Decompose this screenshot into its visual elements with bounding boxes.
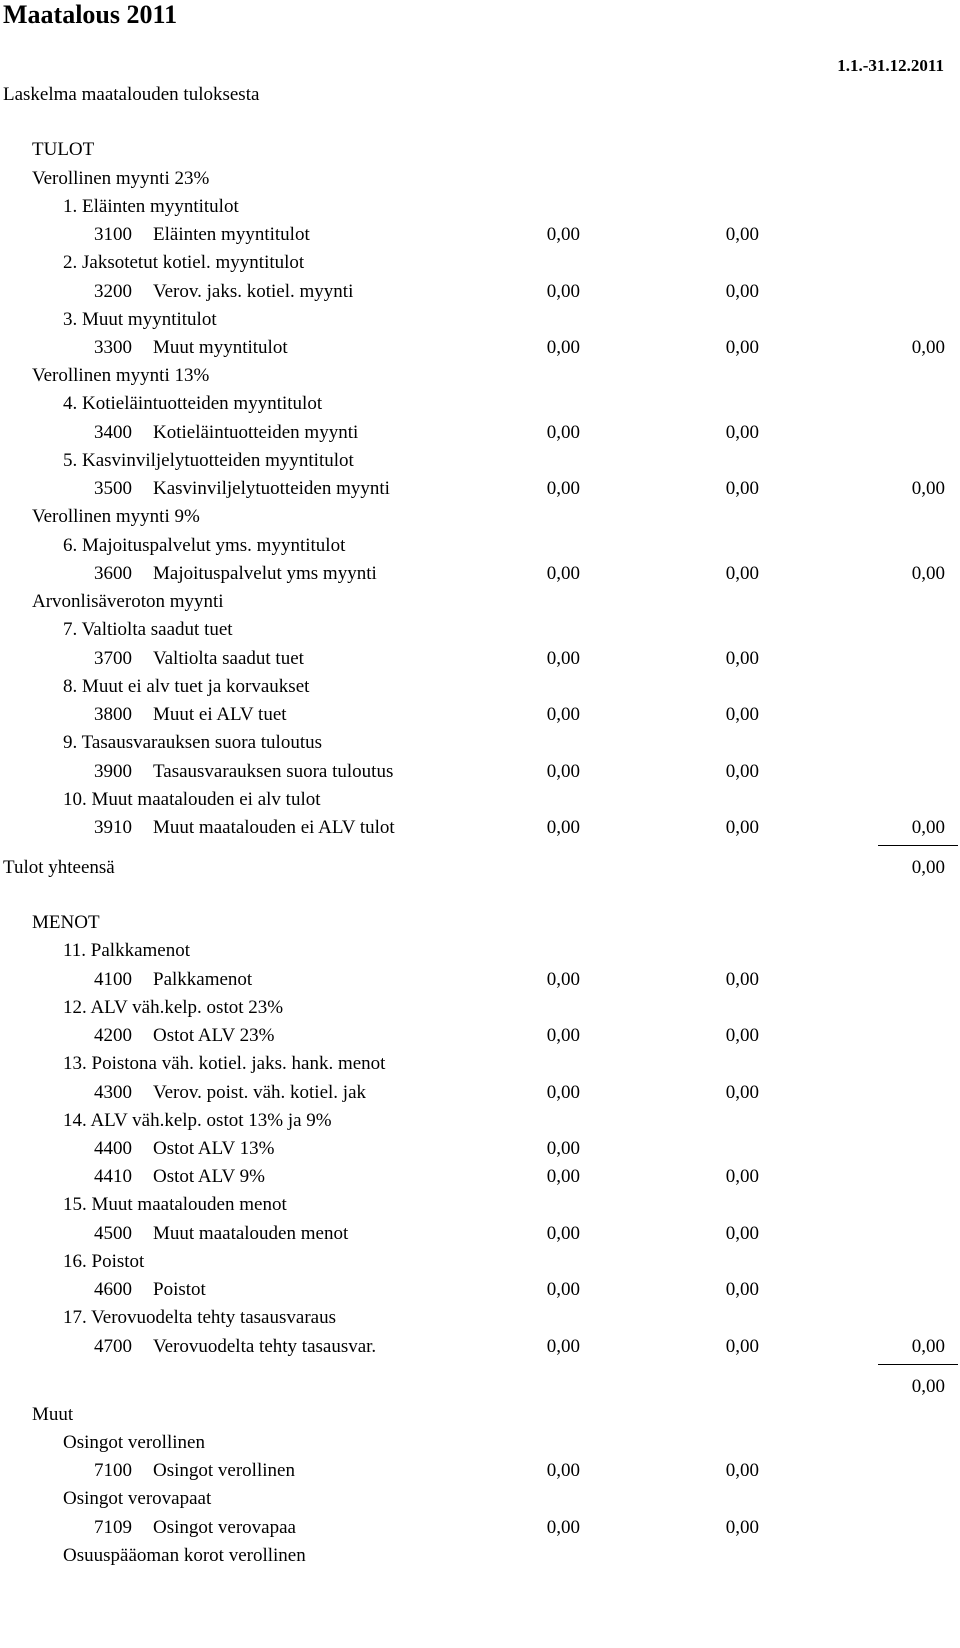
account-row xyxy=(0,1221,960,1247)
account-code: 3400 xyxy=(94,422,132,443)
total-label: Tulot yhteensä xyxy=(3,857,115,878)
value-col3: 0,00 xyxy=(911,817,945,838)
account-code: 4200 xyxy=(94,1025,132,1046)
account-name: Verov. poist. väh. kotiel. jak xyxy=(153,1082,367,1103)
account-code: 4400 xyxy=(94,1138,132,1159)
value-col1: 0,00 xyxy=(546,224,580,245)
account-row xyxy=(0,1023,960,1049)
value-col1: 0,00 xyxy=(546,1223,580,1244)
value-col2: 0,00 xyxy=(725,1336,759,1357)
account-name: Muut ei ALV tuet xyxy=(153,704,287,725)
subgroup-heading: 2. Jaksotetut kotiel. myyntitulot xyxy=(63,252,305,273)
account-name: Palkkamenot xyxy=(153,969,253,990)
subgroup-heading: 5. Kasvinviljelytuotteiden myyntitulot xyxy=(63,450,354,471)
value-col1: 0,00 xyxy=(546,761,580,782)
value-col3: 0,00 xyxy=(911,563,945,584)
account-name: Muut maatalouden menot xyxy=(153,1223,349,1244)
account-row xyxy=(0,1458,960,1484)
subgroup-heading: 17. Verovuodelta tehty tasausvaraus xyxy=(63,1307,336,1328)
account-row xyxy=(0,1136,960,1162)
subgroup-heading: 4. Kotieläintuotteiden myyntitulot xyxy=(63,393,323,414)
value-col1: 0,00 xyxy=(546,1025,580,1046)
account-code: 3800 xyxy=(94,704,132,725)
subtotal-rule xyxy=(878,1364,958,1365)
subgroup-heading: 11. Palkkamenot xyxy=(63,940,190,961)
account-name: Verovuodelta tehty tasausvar. xyxy=(153,1336,377,1357)
group-heading: Verollinen myynti 23% xyxy=(32,168,210,189)
account-row xyxy=(0,476,960,502)
value-col3: 0,00 xyxy=(911,1336,945,1357)
account-code: 3100 xyxy=(94,224,132,245)
subgroup-heading: 12. ALV väh.kelp. ostot 23% xyxy=(63,997,284,1018)
value-col2: 0,00 xyxy=(725,1279,759,1300)
section-heading-tulot: TULOT xyxy=(32,139,95,160)
account-row xyxy=(0,759,960,785)
account-name: Ostot ALV 9% xyxy=(153,1166,265,1187)
subgroup-heading: 8. Muut ei alv tuet ja korvaukset xyxy=(63,676,310,697)
account-name: Osingot verollinen xyxy=(153,1460,295,1481)
account-code: 4600 xyxy=(94,1279,132,1300)
account-code: 4700 xyxy=(94,1336,132,1357)
subgroup-heading: 16. Poistot xyxy=(63,1251,145,1272)
value-col2: 0,00 xyxy=(725,422,759,443)
account-code: 4100 xyxy=(94,969,132,990)
value-col1: 0,00 xyxy=(546,1082,580,1103)
value-col3: 0,00 xyxy=(911,337,945,358)
total-value: 0,00 xyxy=(911,1376,945,1397)
subgroup-heading: Osuuspääoman korot verollinen xyxy=(63,1545,306,1566)
account-code: 4500 xyxy=(94,1223,132,1244)
value-col2: 0,00 xyxy=(725,761,759,782)
value-col2: 0,00 xyxy=(725,1082,759,1103)
account-name: Tasausvarauksen suora tuloutus xyxy=(153,761,394,782)
account-name: Muut maatalouden ei ALV tulot xyxy=(153,817,395,838)
account-name: Ostot ALV 13% xyxy=(153,1138,275,1159)
value-col1: 0,00 xyxy=(546,1166,580,1187)
value-col2: 0,00 xyxy=(725,1460,759,1481)
account-code: 3200 xyxy=(94,281,132,302)
value-col1: 0,00 xyxy=(546,1517,580,1538)
account-code: 4300 xyxy=(94,1082,132,1103)
value-col2: 0,00 xyxy=(725,1223,759,1244)
value-col2: 0,00 xyxy=(725,337,759,358)
group-heading: Verollinen myynti 13% xyxy=(32,365,210,386)
value-col2: 0,00 xyxy=(725,1166,759,1187)
subgroup-heading: 15. Muut maatalouden menot xyxy=(63,1194,287,1215)
account-row xyxy=(0,222,960,248)
account-row xyxy=(0,1164,960,1190)
value-col1: 0,00 xyxy=(546,337,580,358)
total-row xyxy=(0,855,960,881)
value-col2: 0,00 xyxy=(725,1517,759,1538)
report-period: 1.1.-31.12.2011 xyxy=(837,56,944,75)
value-col2: 0,00 xyxy=(725,224,759,245)
value-col3: 0,00 xyxy=(911,478,945,499)
account-code: 4410 xyxy=(94,1166,132,1187)
subgroup-heading: 10. Muut maatalouden ei alv tulot xyxy=(63,789,321,810)
value-col1: 0,00 xyxy=(546,1336,580,1357)
account-name: Poistot xyxy=(153,1279,206,1300)
account-row xyxy=(0,279,960,305)
report-subtitle: Laskelma maatalouden tuloksesta xyxy=(3,84,260,105)
account-row xyxy=(0,1277,960,1303)
account-row xyxy=(0,967,960,993)
total-value: 0,00 xyxy=(911,857,945,878)
account-code: 3500 xyxy=(94,478,132,499)
account-name: Muut myyntitulot xyxy=(153,337,288,358)
account-row xyxy=(0,1334,960,1360)
account-row xyxy=(0,561,960,587)
subgroup-heading: 3. Muut myyntitulot xyxy=(63,309,217,330)
value-col2: 0,00 xyxy=(725,817,759,838)
account-name: Majoituspalvelut yms myynti xyxy=(153,563,377,584)
section-heading-muut: Muut xyxy=(32,1404,74,1425)
account-code: 7109 xyxy=(94,1517,132,1538)
subtotal-rule xyxy=(878,845,958,846)
subgroup-heading: Osingot verollinen xyxy=(63,1432,205,1453)
account-code: 3700 xyxy=(94,648,132,669)
value-col2: 0,00 xyxy=(725,969,759,990)
value-col1: 0,00 xyxy=(546,704,580,725)
value-col2: 0,00 xyxy=(725,648,759,669)
account-code: 7100 xyxy=(94,1460,132,1481)
account-name: Ostot ALV 23% xyxy=(153,1025,275,1046)
account-code: 3300 xyxy=(94,337,132,358)
account-row xyxy=(0,702,960,728)
account-name: Kotieläintuotteiden myynti xyxy=(153,422,359,443)
subgroup-heading: 14. ALV väh.kelp. ostot 13% ja 9% xyxy=(63,1110,332,1131)
account-row xyxy=(0,1080,960,1106)
value-col1: 0,00 xyxy=(546,1460,580,1481)
account-row xyxy=(0,1515,960,1541)
value-col1: 0,00 xyxy=(546,969,580,990)
account-row xyxy=(0,815,960,841)
subgroup-heading: 9. Tasausvarauksen suora tuloutus xyxy=(63,732,322,753)
account-row xyxy=(0,420,960,446)
value-col1: 0,00 xyxy=(546,817,580,838)
group-heading: Arvonlisäveroton myynti xyxy=(32,591,224,612)
account-name: Valtiolta saadut tuet xyxy=(153,648,304,669)
value-col1: 0,00 xyxy=(546,422,580,443)
subgroup-heading: 13. Poistona väh. kotiel. jaks. hank. menot xyxy=(63,1053,386,1074)
account-name: Kasvinviljelytuotteiden myynti xyxy=(153,478,390,499)
account-code: 3600 xyxy=(94,563,132,584)
value-col1: 0,00 xyxy=(546,1279,580,1300)
account-code: 3900 xyxy=(94,761,132,782)
value-col2: 0,00 xyxy=(725,281,759,302)
account-name: Eläinten myyntitulot xyxy=(153,224,310,245)
section-heading-menot: MENOT xyxy=(32,912,100,933)
account-code: 3910 xyxy=(94,817,132,838)
value-col2: 0,00 xyxy=(725,1025,759,1046)
group-heading: Verollinen myynti 9% xyxy=(32,506,200,527)
value-col1: 0,00 xyxy=(546,281,580,302)
account-row xyxy=(0,646,960,672)
subgroup-heading: 7. Valtiolta saadut tuet xyxy=(63,619,233,640)
value-col1: 0,00 xyxy=(546,648,580,669)
value-col1: 0,00 xyxy=(546,1138,580,1159)
value-col1: 0,00 xyxy=(546,563,580,584)
total-row xyxy=(0,1374,960,1400)
account-row xyxy=(0,335,960,361)
subgroup-heading: 1. Eläinten myyntitulot xyxy=(63,196,239,217)
report-title: Maatalous 2011 xyxy=(3,0,178,29)
value-col2: 0,00 xyxy=(725,478,759,499)
subgroup-heading: Osingot verovapaat xyxy=(63,1488,212,1509)
subgroup-heading: 6. Majoituspalvelut yms. myyntitulot xyxy=(63,535,346,556)
value-col2: 0,00 xyxy=(725,563,759,584)
value-col2: 0,00 xyxy=(725,704,759,725)
account-name: Verov. jaks. kotiel. myynti xyxy=(153,281,354,302)
value-col1: 0,00 xyxy=(546,478,580,499)
account-name: Osingot verovapaa xyxy=(153,1517,296,1538)
